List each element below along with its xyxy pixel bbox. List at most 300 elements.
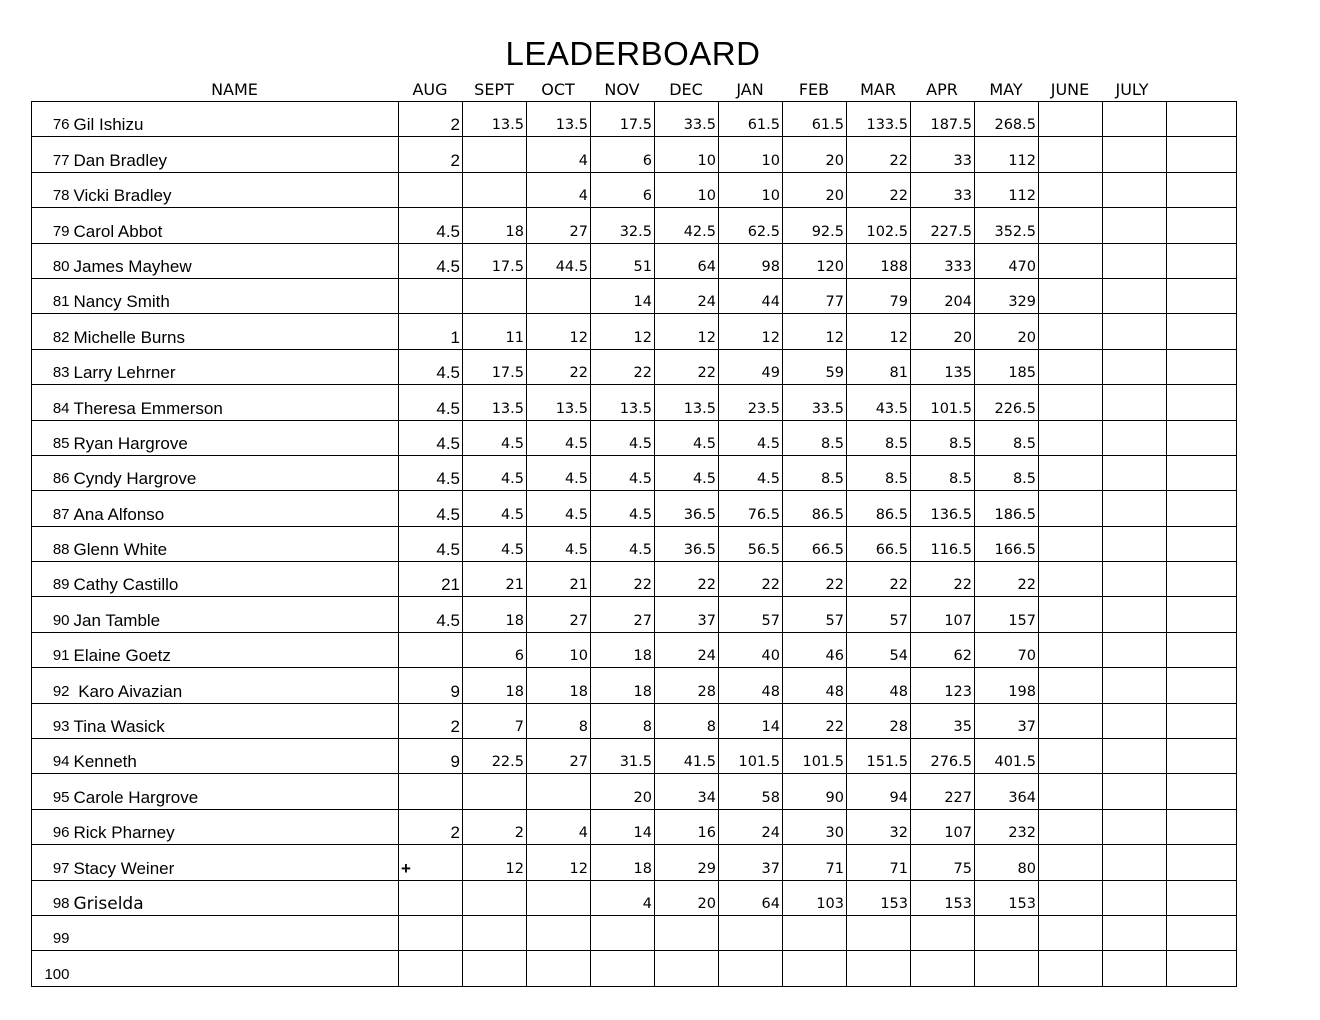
- score-aug: [399, 880, 463, 915]
- score-mar: [847, 951, 911, 986]
- row-number: 76: [32, 102, 72, 137]
- score-aug: 2: [399, 137, 463, 172]
- score-sept: [463, 880, 527, 915]
- score-july: [1103, 597, 1167, 632]
- score-july: [1103, 420, 1167, 455]
- column-header-feb: FEB: [798, 80, 830, 99]
- score-feb: 61.5: [783, 102, 847, 137]
- score-nov: [591, 915, 655, 950]
- score-extra: [1167, 491, 1237, 526]
- score-june: [1039, 491, 1103, 526]
- score-oct: [527, 951, 591, 986]
- column-header-dec: DEC: [669, 80, 703, 99]
- row-number: 88: [32, 526, 72, 561]
- score-dec: 37: [655, 597, 719, 632]
- score-dec: 20: [655, 880, 719, 915]
- row-number: 86: [32, 455, 72, 490]
- score-oct: 12: [527, 314, 591, 349]
- score-apr: 107: [911, 597, 975, 632]
- row-number: 98: [32, 880, 72, 915]
- score-july: [1103, 668, 1167, 703]
- score-aug: [399, 172, 463, 207]
- score-july: [1103, 845, 1167, 880]
- score-mar: 94: [847, 774, 911, 809]
- score-sept: 18: [463, 668, 527, 703]
- score-dec: 36.5: [655, 526, 719, 561]
- score-nov: 12: [591, 314, 655, 349]
- score-sept: 22.5: [463, 739, 527, 774]
- score-jan: 22: [719, 562, 783, 597]
- player-name: Nancy Smith: [72, 278, 399, 313]
- score-june: [1039, 809, 1103, 844]
- score-apr: 107: [911, 809, 975, 844]
- table-row: [32, 385, 1237, 420]
- score-may: 470: [975, 243, 1039, 278]
- score-dec: 12: [655, 314, 719, 349]
- score-sept: [463, 915, 527, 950]
- score-may: 70: [975, 632, 1039, 667]
- score-july: [1103, 632, 1167, 667]
- score-may: 20: [975, 314, 1039, 349]
- score-jan: 48: [719, 668, 783, 703]
- table-row: [32, 809, 1237, 844]
- score-aug: 21: [399, 562, 463, 597]
- score-apr: 123: [911, 668, 975, 703]
- column-header-june: JUNE: [1050, 80, 1090, 99]
- row-number: 100: [32, 951, 72, 986]
- score-may: 112: [975, 172, 1039, 207]
- column-header-nov: NOV: [604, 80, 640, 99]
- score-oct: 13.5: [527, 385, 591, 420]
- score-extra: [1167, 349, 1237, 384]
- score-oct: 4.5: [527, 420, 591, 455]
- score-extra: [1167, 314, 1237, 349]
- score-jan: 58: [719, 774, 783, 809]
- score-dec: [655, 951, 719, 986]
- score-nov: 51: [591, 243, 655, 278]
- score-feb: 90: [783, 774, 847, 809]
- row-number: 92: [32, 668, 72, 703]
- score-extra: [1167, 915, 1237, 950]
- score-june: [1039, 703, 1103, 738]
- row-number: 93: [32, 703, 72, 738]
- table-row: [32, 739, 1237, 774]
- table-row: [32, 526, 1237, 561]
- score-may: 157: [975, 597, 1039, 632]
- score-apr: [911, 915, 975, 950]
- score-extra: [1167, 809, 1237, 844]
- score-nov: 18: [591, 632, 655, 667]
- score-sept: 18: [463, 208, 527, 243]
- score-feb: [783, 915, 847, 950]
- score-june: [1039, 278, 1103, 313]
- score-jan: 14: [719, 703, 783, 738]
- score-dec: 13.5: [655, 385, 719, 420]
- score-feb: 20: [783, 172, 847, 207]
- table-row: [32, 632, 1237, 667]
- score-sept: 4.5: [463, 526, 527, 561]
- score-extra: [1167, 172, 1237, 207]
- score-may: 153: [975, 880, 1039, 915]
- score-mar: 79: [847, 278, 911, 313]
- table-row: [32, 774, 1237, 809]
- score-may: 112: [975, 137, 1039, 172]
- score-sept: 4.5: [463, 491, 527, 526]
- score-july: [1103, 137, 1167, 172]
- player-name: Jan Tamble: [72, 597, 399, 632]
- score-july: [1103, 739, 1167, 774]
- score-july: [1103, 880, 1167, 915]
- score-apr: 8.5: [911, 420, 975, 455]
- score-nov: 31.5: [591, 739, 655, 774]
- score-aug: 1: [399, 314, 463, 349]
- score-apr: 227: [911, 774, 975, 809]
- row-number: 84: [32, 385, 72, 420]
- table-row: [32, 208, 1237, 243]
- score-nov: 13.5: [591, 385, 655, 420]
- score-may: 166.5: [975, 526, 1039, 561]
- score-mar: 43.5: [847, 385, 911, 420]
- score-june: [1039, 845, 1103, 880]
- score-jan: 23.5: [719, 385, 783, 420]
- score-june: [1039, 243, 1103, 278]
- score-aug: 9: [399, 668, 463, 703]
- score-june: [1039, 420, 1103, 455]
- row-number: 97: [32, 845, 72, 880]
- score-jan: 10: [719, 172, 783, 207]
- score-nov: 17.5: [591, 102, 655, 137]
- score-nov: 27: [591, 597, 655, 632]
- score-oct: 27: [527, 597, 591, 632]
- score-jan: 56.5: [719, 526, 783, 561]
- score-sept: [463, 172, 527, 207]
- score-sept: 11: [463, 314, 527, 349]
- score-jan: 12: [719, 314, 783, 349]
- score-feb: 22: [783, 562, 847, 597]
- score-apr: 135: [911, 349, 975, 384]
- score-june: [1039, 632, 1103, 667]
- score-apr: 62: [911, 632, 975, 667]
- score-extra: [1167, 385, 1237, 420]
- score-aug: [399, 845, 463, 880]
- score-june: [1039, 880, 1103, 915]
- score-extra: [1167, 774, 1237, 809]
- score-july: [1103, 102, 1167, 137]
- score-mar: 153: [847, 880, 911, 915]
- score-aug: [399, 915, 463, 950]
- score-june: [1039, 137, 1103, 172]
- score-nov: 18: [591, 845, 655, 880]
- score-apr: 35: [911, 703, 975, 738]
- score-aug: 4.5: [399, 208, 463, 243]
- score-apr: 22: [911, 562, 975, 597]
- score-may: 22: [975, 562, 1039, 597]
- score-aug: 2: [399, 102, 463, 137]
- score-sept: [463, 278, 527, 313]
- score-mar: 12: [847, 314, 911, 349]
- score-extra: [1167, 880, 1237, 915]
- player-name: Gil Ishizu: [72, 102, 399, 137]
- score-july: [1103, 455, 1167, 490]
- score-may: 401.5: [975, 739, 1039, 774]
- player-name: Theresa Emmerson: [72, 385, 399, 420]
- score-sept: 17.5: [463, 349, 527, 384]
- row-number: 78: [32, 172, 72, 207]
- score-apr: 276.5: [911, 739, 975, 774]
- score-mar: 48: [847, 668, 911, 703]
- score-apr: 333: [911, 243, 975, 278]
- score-apr: 33: [911, 137, 975, 172]
- score-extra: [1167, 739, 1237, 774]
- score-oct: 27: [527, 739, 591, 774]
- score-mar: 22: [847, 562, 911, 597]
- player-name: James Mayhew: [72, 243, 399, 278]
- score-aug: [399, 632, 463, 667]
- player-name: [72, 951, 399, 986]
- table-row: [32, 455, 1237, 490]
- score-nov: 4: [591, 880, 655, 915]
- score-aug: 4.5: [399, 243, 463, 278]
- score-mar: 188: [847, 243, 911, 278]
- score-apr: 204: [911, 278, 975, 313]
- score-extra: [1167, 951, 1237, 986]
- player-name: Vicki Bradley: [72, 172, 399, 207]
- score-nov: 4.5: [591, 420, 655, 455]
- row-number: 99: [32, 915, 72, 950]
- score-dec: 22: [655, 349, 719, 384]
- score-extra: [1167, 845, 1237, 880]
- score-apr: 101.5: [911, 385, 975, 420]
- score-extra: [1167, 597, 1237, 632]
- score-may: 8.5: [975, 455, 1039, 490]
- score-july: [1103, 349, 1167, 384]
- player-name: Elaine Goetz: [72, 632, 399, 667]
- table-row: [32, 597, 1237, 632]
- score-aug: 4.5: [399, 455, 463, 490]
- score-mar: 66.5: [847, 526, 911, 561]
- score-extra: [1167, 632, 1237, 667]
- score-june: [1039, 668, 1103, 703]
- score-june: [1039, 102, 1103, 137]
- score-dec: 4.5: [655, 455, 719, 490]
- score-feb: 20: [783, 137, 847, 172]
- table-row: [32, 243, 1237, 278]
- score-sept: 13.5: [463, 385, 527, 420]
- score-jan: 4.5: [719, 420, 783, 455]
- score-aug: 4.5: [399, 420, 463, 455]
- score-may: [975, 915, 1039, 950]
- score-jan: 10: [719, 137, 783, 172]
- player-name: Kenneth: [72, 739, 399, 774]
- score-may: 185: [975, 349, 1039, 384]
- score-may: 268.5: [975, 102, 1039, 137]
- score-dec: 29: [655, 845, 719, 880]
- player-name: Stacy Weiner: [72, 845, 399, 880]
- score-apr: 116.5: [911, 526, 975, 561]
- score-july: [1103, 278, 1167, 313]
- score-dec: 33.5: [655, 102, 719, 137]
- score-oct: [527, 278, 591, 313]
- score-june: [1039, 349, 1103, 384]
- score-july: [1103, 314, 1167, 349]
- score-nov: 18: [591, 668, 655, 703]
- table-row: [32, 172, 1237, 207]
- column-header-aug: AUG: [412, 80, 448, 99]
- column-header-may: MAY: [989, 80, 1023, 99]
- score-dec: 34: [655, 774, 719, 809]
- column-header-row: [31, 79, 1236, 101]
- score-june: [1039, 597, 1103, 632]
- score-july: [1103, 809, 1167, 844]
- score-feb: 8.5: [783, 455, 847, 490]
- player-name: Tina Wasick: [72, 703, 399, 738]
- score-jan: 24: [719, 809, 783, 844]
- score-mar: 54: [847, 632, 911, 667]
- score-nov: 4.5: [591, 491, 655, 526]
- player-name: Carol Abbot: [72, 208, 399, 243]
- score-mar: 8.5: [847, 455, 911, 490]
- score-oct: 22: [527, 349, 591, 384]
- player-name: Michelle Burns: [72, 314, 399, 349]
- score-jan: 37: [719, 845, 783, 880]
- score-sept: [463, 774, 527, 809]
- score-feb: 92.5: [783, 208, 847, 243]
- score-may: 37: [975, 703, 1039, 738]
- score-dec: 41.5: [655, 739, 719, 774]
- score-june: [1039, 951, 1103, 986]
- score-june: [1039, 172, 1103, 207]
- score-july: [1103, 526, 1167, 561]
- column-header-july: JULY: [1115, 80, 1149, 99]
- score-july: [1103, 703, 1167, 738]
- score-sept: 6: [463, 632, 527, 667]
- score-oct: 18: [527, 668, 591, 703]
- score-extra: [1167, 668, 1237, 703]
- score-oct: 4: [527, 137, 591, 172]
- row-number: 81: [32, 278, 72, 313]
- score-sept: 21: [463, 562, 527, 597]
- score-feb: 66.5: [783, 526, 847, 561]
- score-nov: 14: [591, 278, 655, 313]
- score-nov: [591, 951, 655, 986]
- score-jan: 61.5: [719, 102, 783, 137]
- score-apr: 75: [911, 845, 975, 880]
- score-oct: 4: [527, 172, 591, 207]
- table-row: [32, 915, 1237, 950]
- player-name: [72, 915, 399, 950]
- score-feb: 120: [783, 243, 847, 278]
- score-feb: 59: [783, 349, 847, 384]
- score-july: [1103, 208, 1167, 243]
- score-oct: 44.5: [527, 243, 591, 278]
- score-oct: [527, 880, 591, 915]
- column-header-sept: SEPT: [474, 80, 514, 99]
- score-nov: 6: [591, 137, 655, 172]
- score-jan: 76.5: [719, 491, 783, 526]
- score-dec: 10: [655, 172, 719, 207]
- player-name: Cyndy Hargrove: [72, 455, 399, 490]
- score-june: [1039, 739, 1103, 774]
- score-july: [1103, 243, 1167, 278]
- table-row: [32, 951, 1237, 986]
- score-feb: [783, 951, 847, 986]
- row-number: 94: [32, 739, 72, 774]
- column-header-mar: MAR: [860, 80, 896, 99]
- table-row: [32, 491, 1237, 526]
- column-header-name: NAME: [211, 80, 258, 99]
- table-row: [32, 420, 1237, 455]
- score-jan: [719, 915, 783, 950]
- score-jan: 64: [719, 880, 783, 915]
- score-aug: 2: [399, 703, 463, 738]
- score-feb: 77: [783, 278, 847, 313]
- score-june: [1039, 526, 1103, 561]
- score-dec: 64: [655, 243, 719, 278]
- score-nov: 4.5: [591, 455, 655, 490]
- player-name: Dan Bradley: [72, 137, 399, 172]
- score-dec: 10: [655, 137, 719, 172]
- leaderboard-table: [31, 101, 1237, 987]
- table-row: [32, 668, 1237, 703]
- score-feb: 103: [783, 880, 847, 915]
- score-mar: 86.5: [847, 491, 911, 526]
- score-sept: 7: [463, 703, 527, 738]
- row-number: 82: [32, 314, 72, 349]
- score-nov: 22: [591, 349, 655, 384]
- score-oct: 12: [527, 845, 591, 880]
- score-mar: 22: [847, 172, 911, 207]
- score-may: 186.5: [975, 491, 1039, 526]
- row-number: 95: [32, 774, 72, 809]
- score-dec: 16: [655, 809, 719, 844]
- score-feb: 30: [783, 809, 847, 844]
- score-june: [1039, 455, 1103, 490]
- score-aug: [399, 951, 463, 986]
- score-mar: 71: [847, 845, 911, 880]
- score-jan: 4.5: [719, 455, 783, 490]
- score-apr: [911, 951, 975, 986]
- score-mar: 22: [847, 137, 911, 172]
- score-jan: 44: [719, 278, 783, 313]
- score-oct: 4.5: [527, 491, 591, 526]
- score-dec: [655, 915, 719, 950]
- score-sept: 12: [463, 845, 527, 880]
- score-apr: 8.5: [911, 455, 975, 490]
- score-dec: 28: [655, 668, 719, 703]
- row-number: 79: [32, 208, 72, 243]
- player-name: Ana Alfonso: [72, 491, 399, 526]
- score-june: [1039, 774, 1103, 809]
- row-number: 87: [32, 491, 72, 526]
- plus-mark: +: [401, 858, 411, 878]
- column-header-oct: OCT: [541, 80, 575, 99]
- score-jan: 62.5: [719, 208, 783, 243]
- score-june: [1039, 385, 1103, 420]
- score-jan: [719, 951, 783, 986]
- row-number: 83: [32, 349, 72, 384]
- score-nov: 14: [591, 809, 655, 844]
- score-aug: 4.5: [399, 385, 463, 420]
- score-aug: 4.5: [399, 349, 463, 384]
- score-feb: 86.5: [783, 491, 847, 526]
- row-number: 85: [32, 420, 72, 455]
- score-dec: 8: [655, 703, 719, 738]
- score-oct: 13.5: [527, 102, 591, 137]
- score-extra: [1167, 420, 1237, 455]
- score-oct: 21: [527, 562, 591, 597]
- score-oct: 27: [527, 208, 591, 243]
- score-extra: [1167, 243, 1237, 278]
